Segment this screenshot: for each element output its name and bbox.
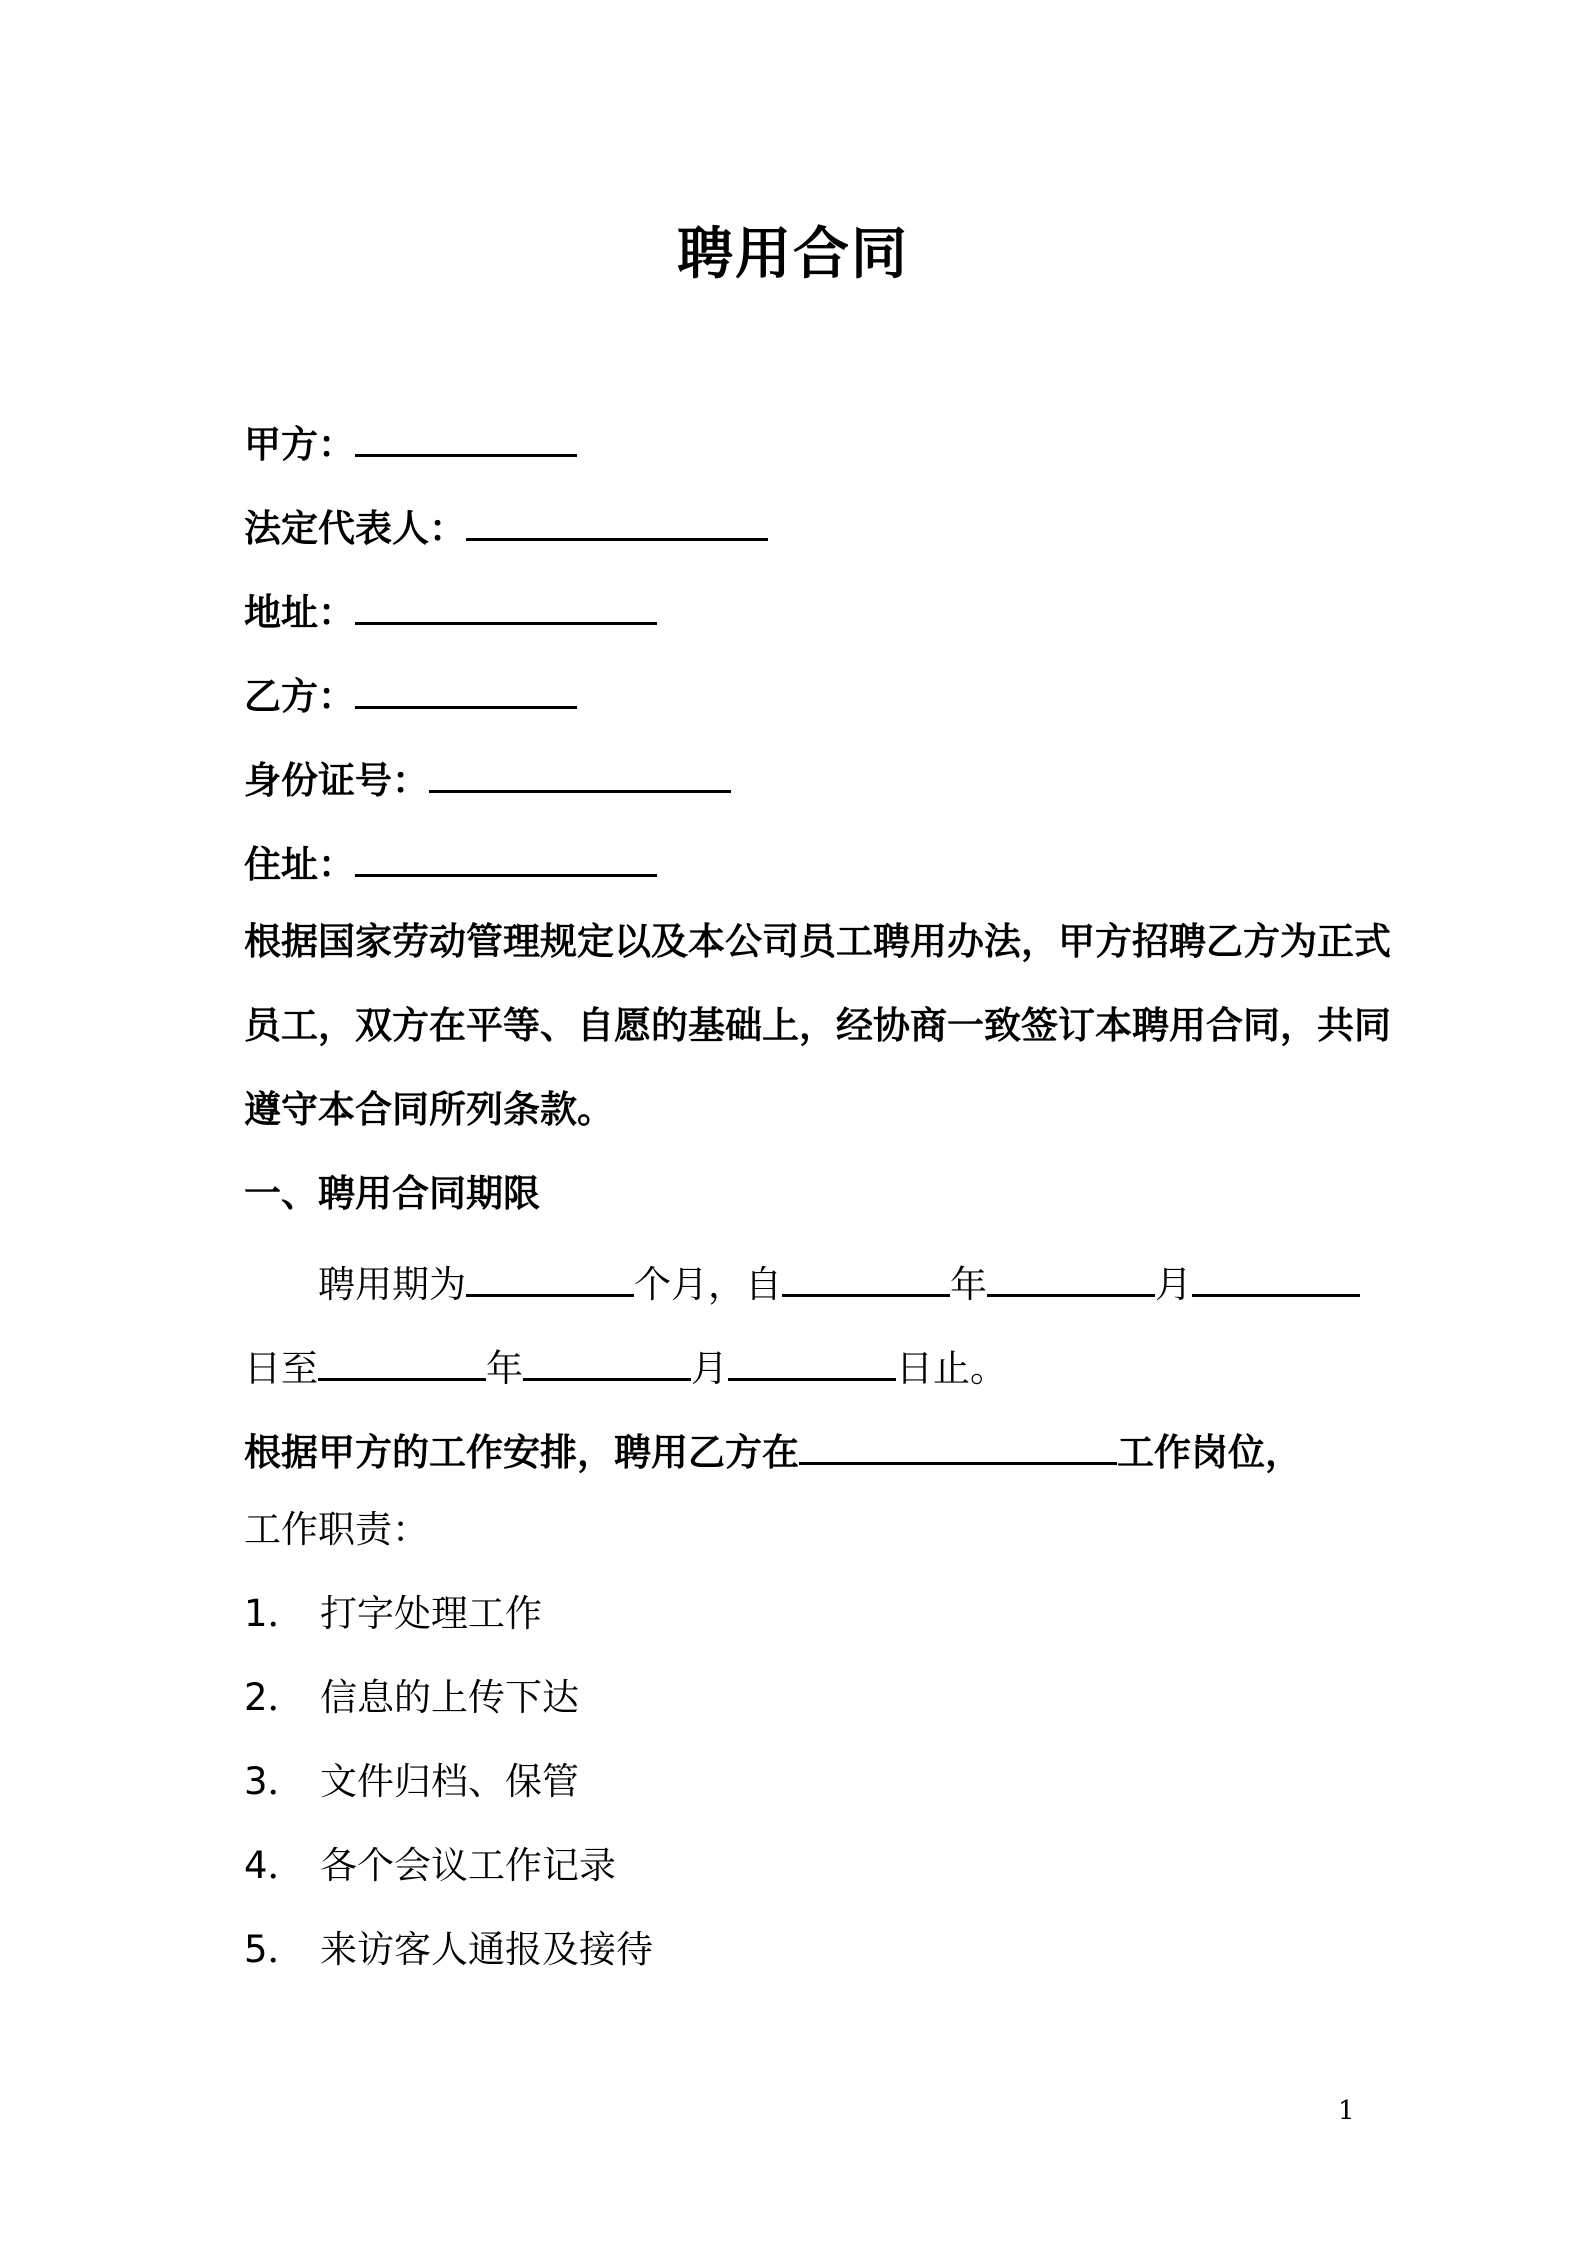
months-text: 个月，自 bbox=[634, 1263, 782, 1306]
term-line-2 bbox=[244, 1340, 1007, 1391]
end-month-blank bbox=[523, 1340, 691, 1381]
preamble-line-1: 根据国家劳动管理规定以及本公司员工聘用办法，甲方招聘乙方为正式 bbox=[244, 920, 1391, 963]
legal-rep-field bbox=[244, 500, 768, 551]
list-item-number: 2． bbox=[244, 1676, 305, 1719]
list-item-text: 打字处理工作 bbox=[320, 1592, 542, 1635]
party-b-field bbox=[244, 668, 577, 719]
end-text: 日止。 bbox=[896, 1347, 1007, 1390]
address-label: 地址： bbox=[244, 591, 355, 634]
list-item-number: 5． bbox=[244, 1928, 305, 1971]
list-item-text: 各个会议工作记录 bbox=[320, 1844, 616, 1887]
day-to-text: 日至 bbox=[244, 1347, 318, 1390]
id-number-blank bbox=[429, 752, 731, 793]
start-month-blank bbox=[987, 1256, 1155, 1297]
preamble-line-3: 遵守本合同所列条款。 bbox=[244, 1088, 614, 1131]
page-number: 1 bbox=[1338, 2096, 1355, 2126]
residence-blank bbox=[355, 836, 657, 877]
address-blank bbox=[355, 584, 657, 625]
party-a-field bbox=[244, 416, 577, 467]
address-field bbox=[244, 584, 657, 635]
position-prefix: 根据甲方的工作安排，聘用乙方在 bbox=[244, 1431, 799, 1474]
legal-rep-label: 法定代表人： bbox=[244, 507, 466, 550]
list-item-text: 来访客人通报及接待 bbox=[320, 1928, 653, 1971]
term-line-1 bbox=[318, 1256, 1360, 1307]
list-item-text: 文件归档、保管 bbox=[320, 1760, 579, 1803]
year-text-1: 年 bbox=[950, 1263, 987, 1306]
section-heading: 一、聘用合同期限 bbox=[244, 1172, 540, 1215]
start-year-blank bbox=[782, 1256, 950, 1297]
position-blank bbox=[799, 1424, 1117, 1465]
list-item bbox=[244, 1844, 616, 1888]
residence-field bbox=[244, 836, 657, 887]
page-title: 聘用合同 bbox=[677, 222, 909, 287]
list-item-number: 4． bbox=[244, 1844, 305, 1887]
preamble-line-2: 员工，双方在平等、自愿的基础上，经协商一致签订本聘用合同，共同 bbox=[244, 1004, 1391, 1047]
start-day-blank bbox=[1192, 1256, 1360, 1297]
duties-label: 工作职责： bbox=[244, 1508, 429, 1551]
party-a-blank bbox=[355, 416, 577, 457]
month-text-1: 月 bbox=[1155, 1263, 1192, 1306]
list-item bbox=[244, 1928, 653, 1972]
party-a-label: 甲方： bbox=[244, 423, 355, 466]
legal-rep-blank bbox=[466, 500, 768, 541]
id-number-label: 身份证号： bbox=[244, 759, 429, 802]
list-item-text: 信息的上传下达 bbox=[320, 1676, 579, 1719]
list-item bbox=[244, 1592, 542, 1636]
list-item bbox=[244, 1676, 579, 1720]
list-item-number: 1． bbox=[244, 1592, 305, 1635]
months-blank bbox=[466, 1256, 634, 1297]
list-item bbox=[244, 1760, 579, 1804]
end-year-blank bbox=[318, 1340, 486, 1381]
month-text-2: 月 bbox=[691, 1347, 728, 1390]
year-text-2: 年 bbox=[486, 1347, 523, 1390]
residence-label: 住址： bbox=[244, 843, 355, 886]
party-b-label: 乙方： bbox=[244, 675, 355, 718]
end-day-blank bbox=[728, 1340, 896, 1381]
position-suffix: 工作岗位， bbox=[1117, 1431, 1302, 1474]
position-line bbox=[244, 1424, 1302, 1475]
term-prefix: 聘用期为 bbox=[318, 1263, 466, 1306]
id-number-field bbox=[244, 752, 731, 803]
party-b-blank bbox=[355, 668, 577, 709]
list-item-number: 3． bbox=[244, 1760, 305, 1803]
